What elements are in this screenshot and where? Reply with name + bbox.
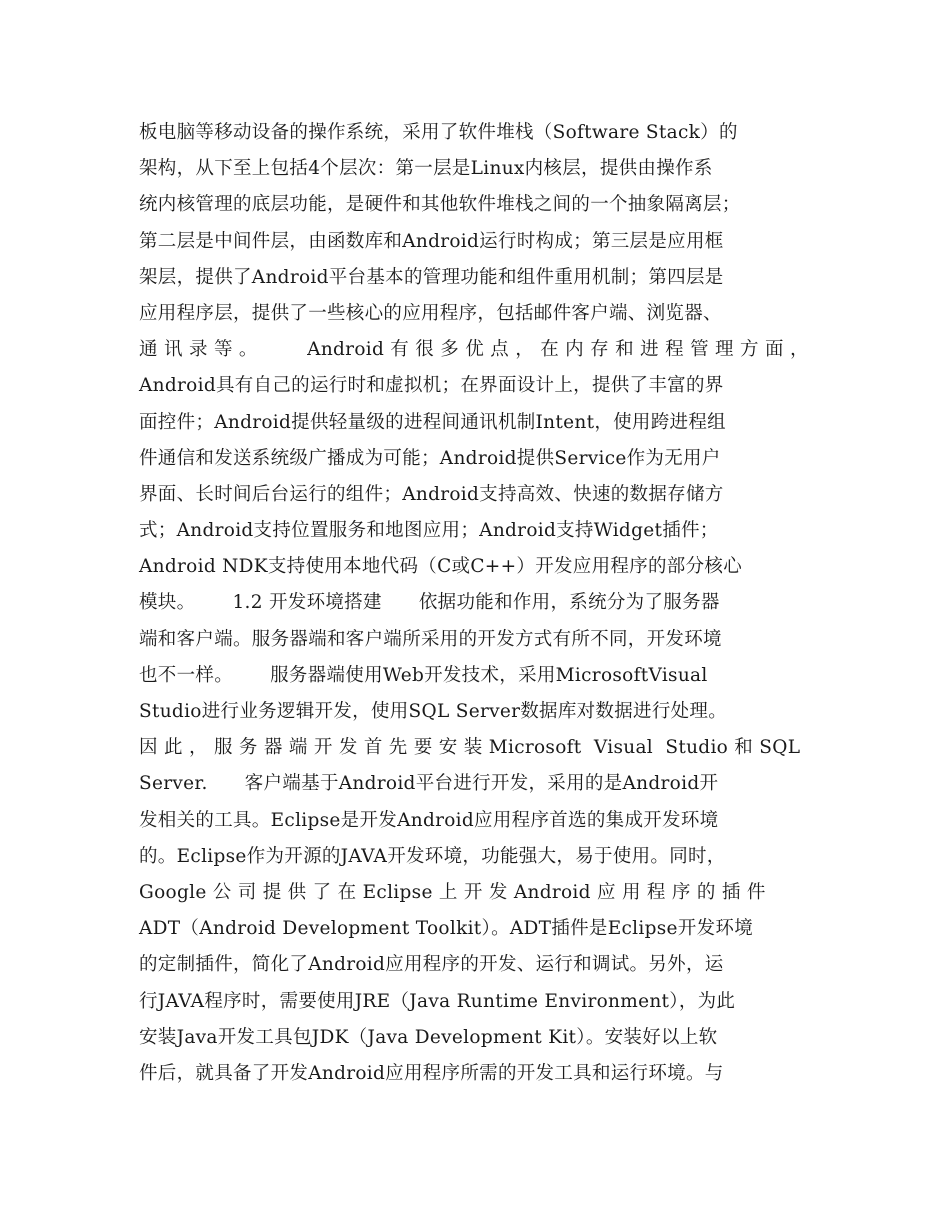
text-line: 应用程序层，提供了一些核心的应用程序，包括邮件客户端、浏览器、 — [139, 302, 722, 324]
text-line: 式；Android支持位置服务和地图应用；Android支持Widget插件； — [139, 520, 719, 542]
text-line: 架层，提供了Android平台基本的管理功能和组件重用机制；第四层是 — [139, 266, 724, 288]
text-line: 界面、长时间后台运行的组件；Android支持高效、快速的数据存储方 — [139, 483, 724, 505]
text-line: 端和客户端。服务器端和客户端所采用的开发方式有所不同，开发环境 — [139, 628, 722, 650]
text-line: 面控件；Android提供轻量级的进程间通讯机制Intent，使用跨进程组 — [139, 411, 726, 433]
text-line: Server. 客户端基于Android平台进行开发，采用的是Android开 — [139, 773, 719, 795]
text-line: 模块。 1.2 开发环境搭建 依据功能和作用，系统分为了服务器 — [139, 592, 720, 614]
body-text — [139, 115, 819, 1092]
text-line: 板电脑等移动设备的操作系统，采用了软件堆栈（Software Stack）的 — [139, 122, 738, 143]
text-line: Studio进行业务逻辑开发，使用SQL Server数据库对数据进行处理。 — [139, 701, 728, 722]
text-line: 的。Eclipse作为开源的JAVA开发环境，功能强大，易于使用。同时， — [139, 845, 726, 867]
text-line: 行JAVA程序时，需要使用JRE（Java Runtime Environment），为此 — [139, 990, 736, 1012]
text-line: 的定制插件，简化了Android应用程序的开发、运行和调试。另外，运 — [139, 954, 724, 976]
text-line: 发相关的工具。Eclipse是开发Android应用程序首选的集成开发环境 — [139, 809, 719, 831]
text-line: Android NDK支持使用本地代码（C或C++）开发应用程序的部分核心 — [139, 556, 742, 578]
text-line: Google 公 司 提 供 了 在 Eclipse 上 开 发 Android 应 用 程 序 的 插 件 — [139, 881, 766, 903]
text-line: ADT（Android Development Toolkit）。ADT插件是Eclipse开发环境 — [139, 918, 753, 940]
text-line: 件后，就具备了开发Android应用程序所需的开发工具和运行环境。与 — [139, 1062, 724, 1084]
text-line: 也不一样。 服务器端使用Web开发技术，采用MicrosoftVisual — [139, 664, 708, 686]
text-line: 第二层是中间件层，由函数库和Android运行时构成；第三层是应用框 — [139, 230, 724, 252]
text-line: 因 此 ， 服 务 器 端 开 发 首 先 要 安 装 Microsoft Visual Studio 和 SQL — [139, 737, 801, 759]
text-line: 统内核管理的底层功能，是硬件和其他软件堆栈之间的一个抽象隔离层； — [139, 194, 741, 216]
text-line: 安装Java开发工具包JDK（Java Development Kit）。安装好以上软 — [139, 1026, 718, 1048]
text-line: Android具有自己的运行时和虚拟机；在界面设计上，提供了丰富的界 — [139, 375, 724, 397]
text-line: 架构，从下至上包括4个层次：第一层是Linux内核层，提供由操作系 — [139, 158, 713, 180]
text-line: 件通信和发送系统级广播成为可能；Android提供Service作为无用户 — [139, 447, 721, 469]
text-line: 通 讯 录 等 。 Android 有 很 多 优 点 ， 在 内 存 和 进 程 管 理 方 面 ， — [139, 339, 809, 361]
